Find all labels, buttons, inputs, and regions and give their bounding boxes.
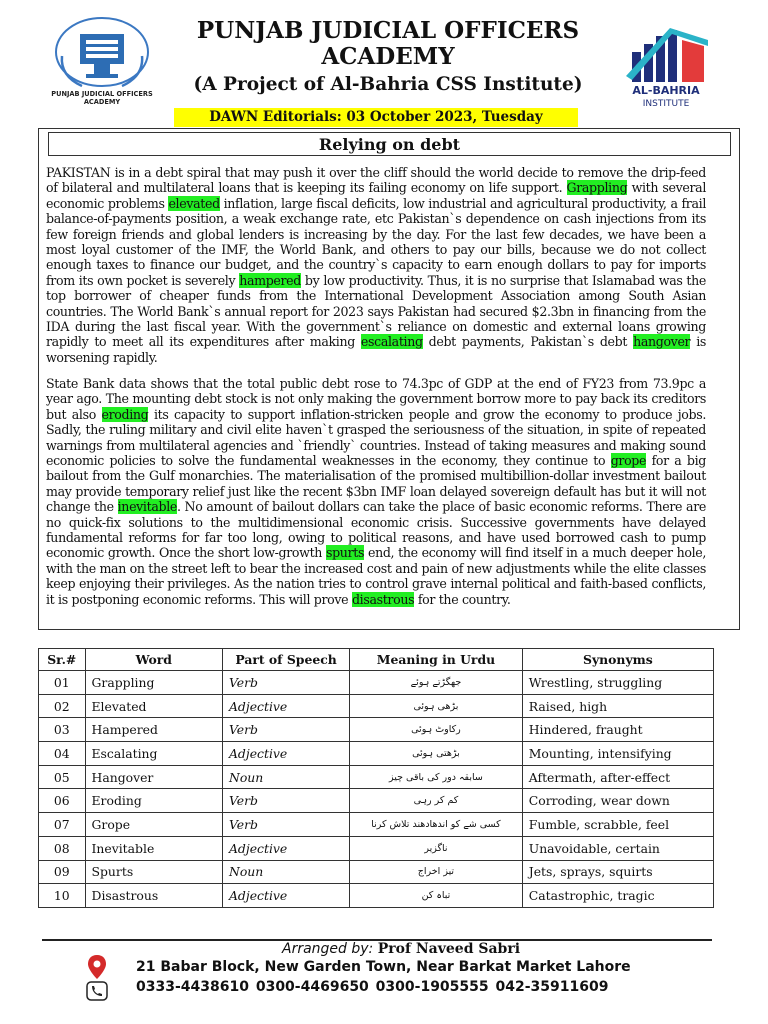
paragraph-text: PAKISTAN is in a debt spiral that may push it over the cliff should the world decide to remove the drip-feed of bilateral and multilateral loans that is keeping its failing economy on life support. (46, 165, 706, 196)
cell-word: Hangover (85, 765, 222, 789)
highlighted-word: elevated (168, 195, 220, 211)
paragraph-text: is worsening rapidly. (46, 334, 706, 365)
table-row (39, 836, 714, 860)
highlighted-word: eroding (101, 406, 149, 422)
vocabulary-table (38, 648, 714, 908)
cell-sr: 05 (39, 765, 86, 789)
table-row (39, 860, 714, 884)
cell-sr: 03 (39, 718, 86, 742)
article-heading: Relying on debt (48, 132, 731, 156)
cell-sr: 07 (39, 813, 86, 837)
paragraph-text: its capacity to support inflation-stricken people and grow the economy to produce jobs. Sadly, the ruling military and civil elite haven`t grasped the seriousness of the situation, in spite of repeated warnings from multilateral agencies and `friendly` countries. Instead of taking measures and making sound economic policies to solve the fundamental weaknesses in the economy, they continue to (46, 406, 707, 469)
cell-meaning-urdu: بڑھی ہوئی (350, 694, 523, 718)
paragraph-text: for the country. (414, 591, 511, 607)
page-subtitle: (A Project of Al-Bahria CSS Institute) (193, 74, 583, 95)
cell-meaning-urdu: کسی شے کو اندھادھند تلاش کرنا (350, 813, 523, 837)
highlighted-word: disastrous (351, 591, 415, 607)
vocab-body (39, 671, 714, 908)
highlighted-word: spurts (325, 545, 365, 561)
paragraph-text: State Bank data shows that the total public debt rose to 74.3pc of GDP at the end of FY23 from 73.9pc a year ago. The mounting debt stock is not only making the government borrow more to pay back its creditors but also (46, 376, 706, 422)
cell-word: Escalating (85, 742, 222, 766)
highlighted-word: escalating (360, 334, 423, 350)
cell-synonyms: Fumble, scrabble, feel (522, 813, 713, 837)
cell-meaning-urdu: تباہ کن (350, 884, 523, 908)
col-header-synonyms: Synonyms (522, 649, 713, 671)
highlighted-word: inevitable (117, 499, 177, 515)
table-row (39, 694, 714, 718)
phone-icon (86, 981, 108, 1001)
cell-meaning-urdu: سابقہ دور کی باقی چیز (350, 765, 523, 789)
col-header-word: Word (85, 649, 222, 671)
cell-sr: 04 (39, 742, 86, 766)
cell-part-of-speech: Verb (222, 789, 349, 813)
cell-word: Inevitable (85, 836, 222, 860)
dateline: DAWN Editorials: 03 October 2023, Tuesday (174, 108, 578, 127)
highlighted-word: grope (610, 453, 647, 469)
paragraph-text: . No amount of bailout dollars can take the place of basic economic reforms. There are no quick-fix solutions to the multidimensional economic crisis. Successive governments have delayed fundamental reforms for far too long, owing to political reasons, and have used borrowed cash to pump economic growth. Once the short low-growth (46, 499, 706, 561)
paragraph-text: for a big bailout from the Gulf monarchies. The materialisation of the promised multibillion-dollar investment bailout may provide temporary relief just like the recent $3bn IMF loan delayed sovereign default has but it will not change the (46, 453, 706, 515)
table-row (39, 742, 714, 766)
cell-synonyms: Jets, sprays, squirts (522, 860, 713, 884)
cell-synonyms: Wrestling, struggling (522, 671, 713, 695)
cell-synonyms: Hindered, fraught (522, 718, 713, 742)
col-header-part-of-speech: Part of Speech (222, 649, 349, 671)
table-row (39, 718, 714, 742)
table-row (39, 813, 714, 837)
cell-synonyms: Catastrophic, tragic (522, 884, 713, 908)
arranged-by-label: Arranged by: (282, 941, 374, 957)
cell-word: Eroding (85, 789, 222, 813)
cell-meaning-urdu: کم کر رہی (350, 789, 523, 813)
arranged-by-name: Prof Naveed Sabri (377, 941, 521, 957)
cell-synonyms: Aftermath, after-effect (522, 765, 713, 789)
cell-word: Hampered (85, 718, 222, 742)
cell-synonyms: Mounting, intensifying (522, 742, 713, 766)
location-pin-icon (86, 954, 108, 980)
cell-part-of-speech: Noun (222, 765, 349, 789)
cell-meaning-urdu: تیز اخراج (350, 860, 523, 884)
address-text: 21 Babar Block, New Garden Town, Near Barkat Market Lahore (136, 959, 631, 975)
page-title: PUNJAB JUDICIAL OFFICERS ACADEMY (196, 17, 580, 70)
table-row (39, 884, 714, 908)
paragraph-text: end, the economy will find itself in a much deeper hole, with the man on the street left to bear the increased cost and pain of new adjustments while the elite classes keep enjoying their privileges. As the nation tries to control grave internal political and faith-based conflicts, it is postponing economic reforms. This will prove (46, 545, 706, 607)
cell-part-of-speech: Adjective (222, 742, 349, 766)
cell-part-of-speech: Verb (222, 813, 349, 837)
article-paragraph-2 (46, 376, 706, 607)
svg-text:AL-BAHRIA: AL-BAHRIA (632, 84, 700, 97)
paragraph-text: with several economic problems (46, 180, 706, 211)
svg-text:PUNJAB JUDICIAL OFFICERS: PUNJAB JUDICIAL OFFICERS (51, 90, 153, 98)
article-box (38, 128, 740, 630)
cell-sr: 02 (39, 694, 86, 718)
highlighted-word: hangover (633, 334, 691, 350)
table-header-row (39, 649, 714, 671)
cell-word: Spurts (85, 860, 222, 884)
cell-sr: 01 (39, 671, 86, 695)
cell-meaning-urdu: ناگزیر (350, 836, 523, 860)
cell-sr: 09 (39, 860, 86, 884)
paragraph-text: inflation, large fiscal deficits, low industrial and agricultural productivity, a frail balance-of-payments position, a weak exchange rate, etc Pakistan`s dependence on cash injections from its few foreign friends and global lenders is increasing by the day. For the last few decades, we have been a most loyal customer of the IMF, the World Bank, and others to pay our bills, because we do not collect enough taxes to finance our budget, and the country`s capacity to earn enough dollars to pay for imports from its own pocket is severely (46, 195, 706, 288)
highlighted-word: Grappling (566, 180, 628, 196)
cell-part-of-speech: Adjective (222, 884, 349, 908)
svg-text:ACADEMY: ACADEMY (83, 98, 121, 106)
table-row (39, 789, 714, 813)
cell-sr: 06 (39, 789, 86, 813)
phone-numbers: 0333-4438610 0300-4469650 0300-1905555 042-35911609 (136, 979, 609, 995)
cell-part-of-speech: Adjective (222, 836, 349, 860)
cell-part-of-speech: Adjective (222, 694, 349, 718)
cell-meaning-urdu: رکاوٹ ہوئی (350, 718, 523, 742)
cell-word: Disastrous (85, 884, 222, 908)
svg-text:INSTITUTE: INSTITUTE (642, 99, 690, 109)
cell-meaning-urdu: بڑھتی ہوئی (350, 742, 523, 766)
col-header-meaning-urdu: Meaning in Urdu (350, 649, 523, 671)
cell-synonyms: Corroding, wear down (522, 789, 713, 813)
cell-part-of-speech: Noun (222, 860, 349, 884)
arranged-by (282, 941, 520, 957)
cell-sr: 10 (39, 884, 86, 908)
cell-part-of-speech: Verb (222, 718, 349, 742)
table-row (39, 765, 714, 789)
cell-meaning-urdu: جھگڑتے ہوئے (350, 671, 523, 695)
cell-word: Grope (85, 813, 222, 837)
cell-word: Grappling (85, 671, 222, 695)
article-paragraph-1 (46, 165, 706, 365)
col-header-sr: Sr.# (39, 649, 86, 671)
al-bahria-logo (612, 20, 722, 110)
cell-word: Elevated (85, 694, 222, 718)
cell-synonyms: Unavoidable, certain (522, 836, 713, 860)
highlighted-word: hampered (239, 272, 301, 288)
cell-part-of-speech: Verb (222, 671, 349, 695)
table-row (39, 671, 714, 695)
paragraph-text: debt payments, Pakistan`s debt (422, 334, 634, 350)
academy-logo (42, 16, 162, 108)
cell-synonyms: Raised, high (522, 694, 713, 718)
paragraph-text: by low productivity. Thus, it is no surprise that Islamabad was the top borrower of cheaper funds from the International Development Association among South Asian countries. The World Bank`s annual report for 2023 says Pakistan had secured $2.3bn in financing from the IDA during the last fiscal year. With the government`s reliance on domestic and external loans growing rapidly to meet all its expenditures after making (46, 272, 706, 350)
cell-sr: 08 (39, 836, 86, 860)
